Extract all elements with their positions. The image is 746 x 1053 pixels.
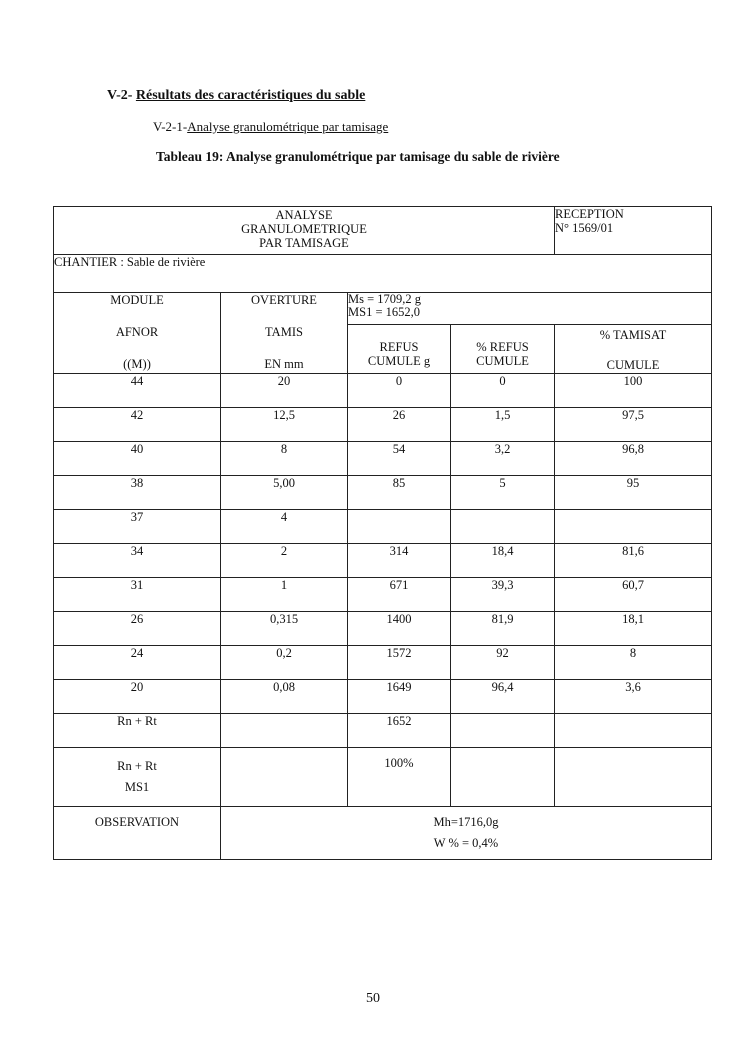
- table-caption: Tableau 19: Analyse granulométrique par tamisage du sable de rivière: [156, 149, 560, 164]
- ouverture-header-line: EN mm: [264, 357, 304, 371]
- table-row: [54, 646, 712, 680]
- pct-refus-cell: 96,4: [451, 680, 555, 714]
- pct-refus-cell: 0: [451, 374, 555, 408]
- refus-cell: 1649: [348, 680, 451, 714]
- ouverture-cell: 0,315: [221, 612, 348, 646]
- subsection-title: Analyse granulométrique par tamisage: [187, 119, 389, 134]
- module-cell: 31: [54, 578, 221, 612]
- ouverture-cell: 5,00: [221, 476, 348, 510]
- reception-label: RECEPTION: [555, 207, 624, 221]
- table-row: [54, 578, 712, 612]
- table-row: [54, 544, 712, 578]
- refus-header-line: CUMULE g: [367, 354, 431, 369]
- reception-number: N° 1569/01: [555, 221, 614, 235]
- rn-rt-ms1-label-line: MS1: [124, 780, 150, 794]
- pct-refus-cell: [451, 510, 555, 544]
- module-cell: 24: [54, 646, 221, 680]
- section-number: V-2-: [107, 88, 133, 103]
- ms1-value: MS1 = 1652,0: [348, 305, 420, 319]
- chantier-cell: [54, 255, 712, 293]
- refus-cell: 54: [348, 442, 451, 476]
- pct-refus-cell: 5: [451, 476, 555, 510]
- module-cell: 42: [54, 408, 221, 442]
- pct-refus-header: [451, 325, 555, 374]
- table-title-line: PAR TAMISAGE: [259, 236, 349, 250]
- subsection-heading: [153, 119, 388, 135]
- refus-cell: 314: [348, 544, 451, 578]
- module-cell: 34: [54, 544, 221, 578]
- refus-cell: 671: [348, 578, 451, 612]
- refus-cell: 26: [348, 408, 451, 442]
- rn-rt-row: [54, 714, 712, 748]
- observation-line: W % = 0,4%: [433, 836, 499, 850]
- tamisat-cell: 18,1: [555, 612, 712, 646]
- module-header-line: ((M)): [123, 357, 151, 371]
- tamisat-cell: 3,6: [555, 680, 712, 714]
- tamisat-cell: 8: [555, 646, 712, 680]
- tamisat-cell: 60,7: [555, 578, 712, 612]
- page-number: 50: [366, 991, 380, 1006]
- module-header-line: AFNOR: [115, 325, 159, 339]
- table-row: [54, 680, 712, 714]
- table-title-line: GRANULOMETRIQUE: [241, 222, 367, 236]
- ouverture-cell: 20: [221, 374, 348, 408]
- table-row: [54, 374, 712, 408]
- tamisat-header: [555, 325, 712, 374]
- ouverture-cell: 12,5: [221, 408, 348, 442]
- granulometry-table: [53, 206, 712, 860]
- rn-rt-ms1-label: [54, 748, 221, 807]
- pct-refus-cell: 1,5: [451, 408, 555, 442]
- tamisat-header-line: CUMULE: [606, 358, 660, 373]
- reception-cell: [555, 207, 712, 255]
- refus-cell: 1572: [348, 646, 451, 680]
- rn-rt-ms1-value: 100%: [348, 748, 451, 807]
- rn-rt-ms1-row: [54, 748, 712, 807]
- observation-line: Mh=1716,0g: [433, 815, 499, 829]
- table-row: [54, 442, 712, 476]
- table-row: [54, 510, 712, 544]
- ouverture-cell: 8: [221, 442, 348, 476]
- ms-value: Ms = 1709,2 g: [348, 292, 422, 306]
- table-row: [54, 476, 712, 510]
- pct-refus-cell: 92: [451, 646, 555, 680]
- module-cell: 40: [54, 442, 221, 476]
- module-cell: 44: [54, 374, 221, 408]
- table-row: [54, 408, 712, 442]
- pct-refus-cell: 81,9: [451, 612, 555, 646]
- tamisat-cell: 81,6: [555, 544, 712, 578]
- tamisat-cell: 96,8: [555, 442, 712, 476]
- tamisat-cell: 97,5: [555, 408, 712, 442]
- ouverture-cell: 0,08: [221, 680, 348, 714]
- section-title: Résultats des caractéristiques du sable: [135, 88, 366, 103]
- module-header: [54, 293, 221, 374]
- tamisat-cell: 95: [555, 476, 712, 510]
- module-cell: 38: [54, 476, 221, 510]
- observation-values: [221, 807, 712, 860]
- refus-cell: 1400: [348, 612, 451, 646]
- ouverture-cell: 4: [221, 510, 348, 544]
- refus-cell: 0: [348, 374, 451, 408]
- refus-cell: [348, 510, 451, 544]
- refus-header-line: REFUS: [379, 340, 419, 355]
- rn-rt-label: Rn + Rt: [54, 714, 221, 748]
- tamisat-header-line: % TAMISAT: [599, 328, 667, 343]
- pct-refus-header-line: % REFUS: [476, 340, 529, 355]
- section-heading: [107, 88, 365, 104]
- observation-row: [54, 807, 712, 860]
- rn-rt-value: 1652: [348, 714, 451, 748]
- module-cell: 26: [54, 612, 221, 646]
- pct-refus-cell: 3,2: [451, 442, 555, 476]
- subsection-number: V-2-1-: [153, 119, 188, 134]
- ouverture-header-line: OVERTURE: [251, 293, 317, 307]
- table-title-line: ANALYSE: [275, 208, 333, 222]
- ouverture-header-line: TAMIS: [265, 325, 303, 339]
- ouverture-header: [221, 293, 348, 374]
- pct-refus-header-line: CUMULE: [476, 354, 529, 369]
- module-cell: 20: [54, 680, 221, 714]
- observation-label: OBSERVATION: [54, 807, 221, 860]
- tamisat-cell: 100: [555, 374, 712, 408]
- module-header-line: MODULE: [110, 293, 164, 307]
- mass-info-cell: [348, 293, 712, 325]
- ouverture-cell: 1: [221, 578, 348, 612]
- rn-rt-ms1-label-line: Rn + Rt: [117, 759, 157, 773]
- ouverture-cell: 2: [221, 544, 348, 578]
- refus-cell: 85: [348, 476, 451, 510]
- pct-refus-cell: 18,4: [451, 544, 555, 578]
- refus-header: [348, 325, 451, 374]
- tamisat-cell: [555, 510, 712, 544]
- table-title-cell: [54, 207, 555, 255]
- table-row: [54, 612, 712, 646]
- chantier-label: CHANTIER : Sable de rivière: [54, 255, 206, 269]
- pct-refus-cell: 39,3: [451, 578, 555, 612]
- module-cell: 37: [54, 510, 221, 544]
- ouverture-cell: 0,2: [221, 646, 348, 680]
